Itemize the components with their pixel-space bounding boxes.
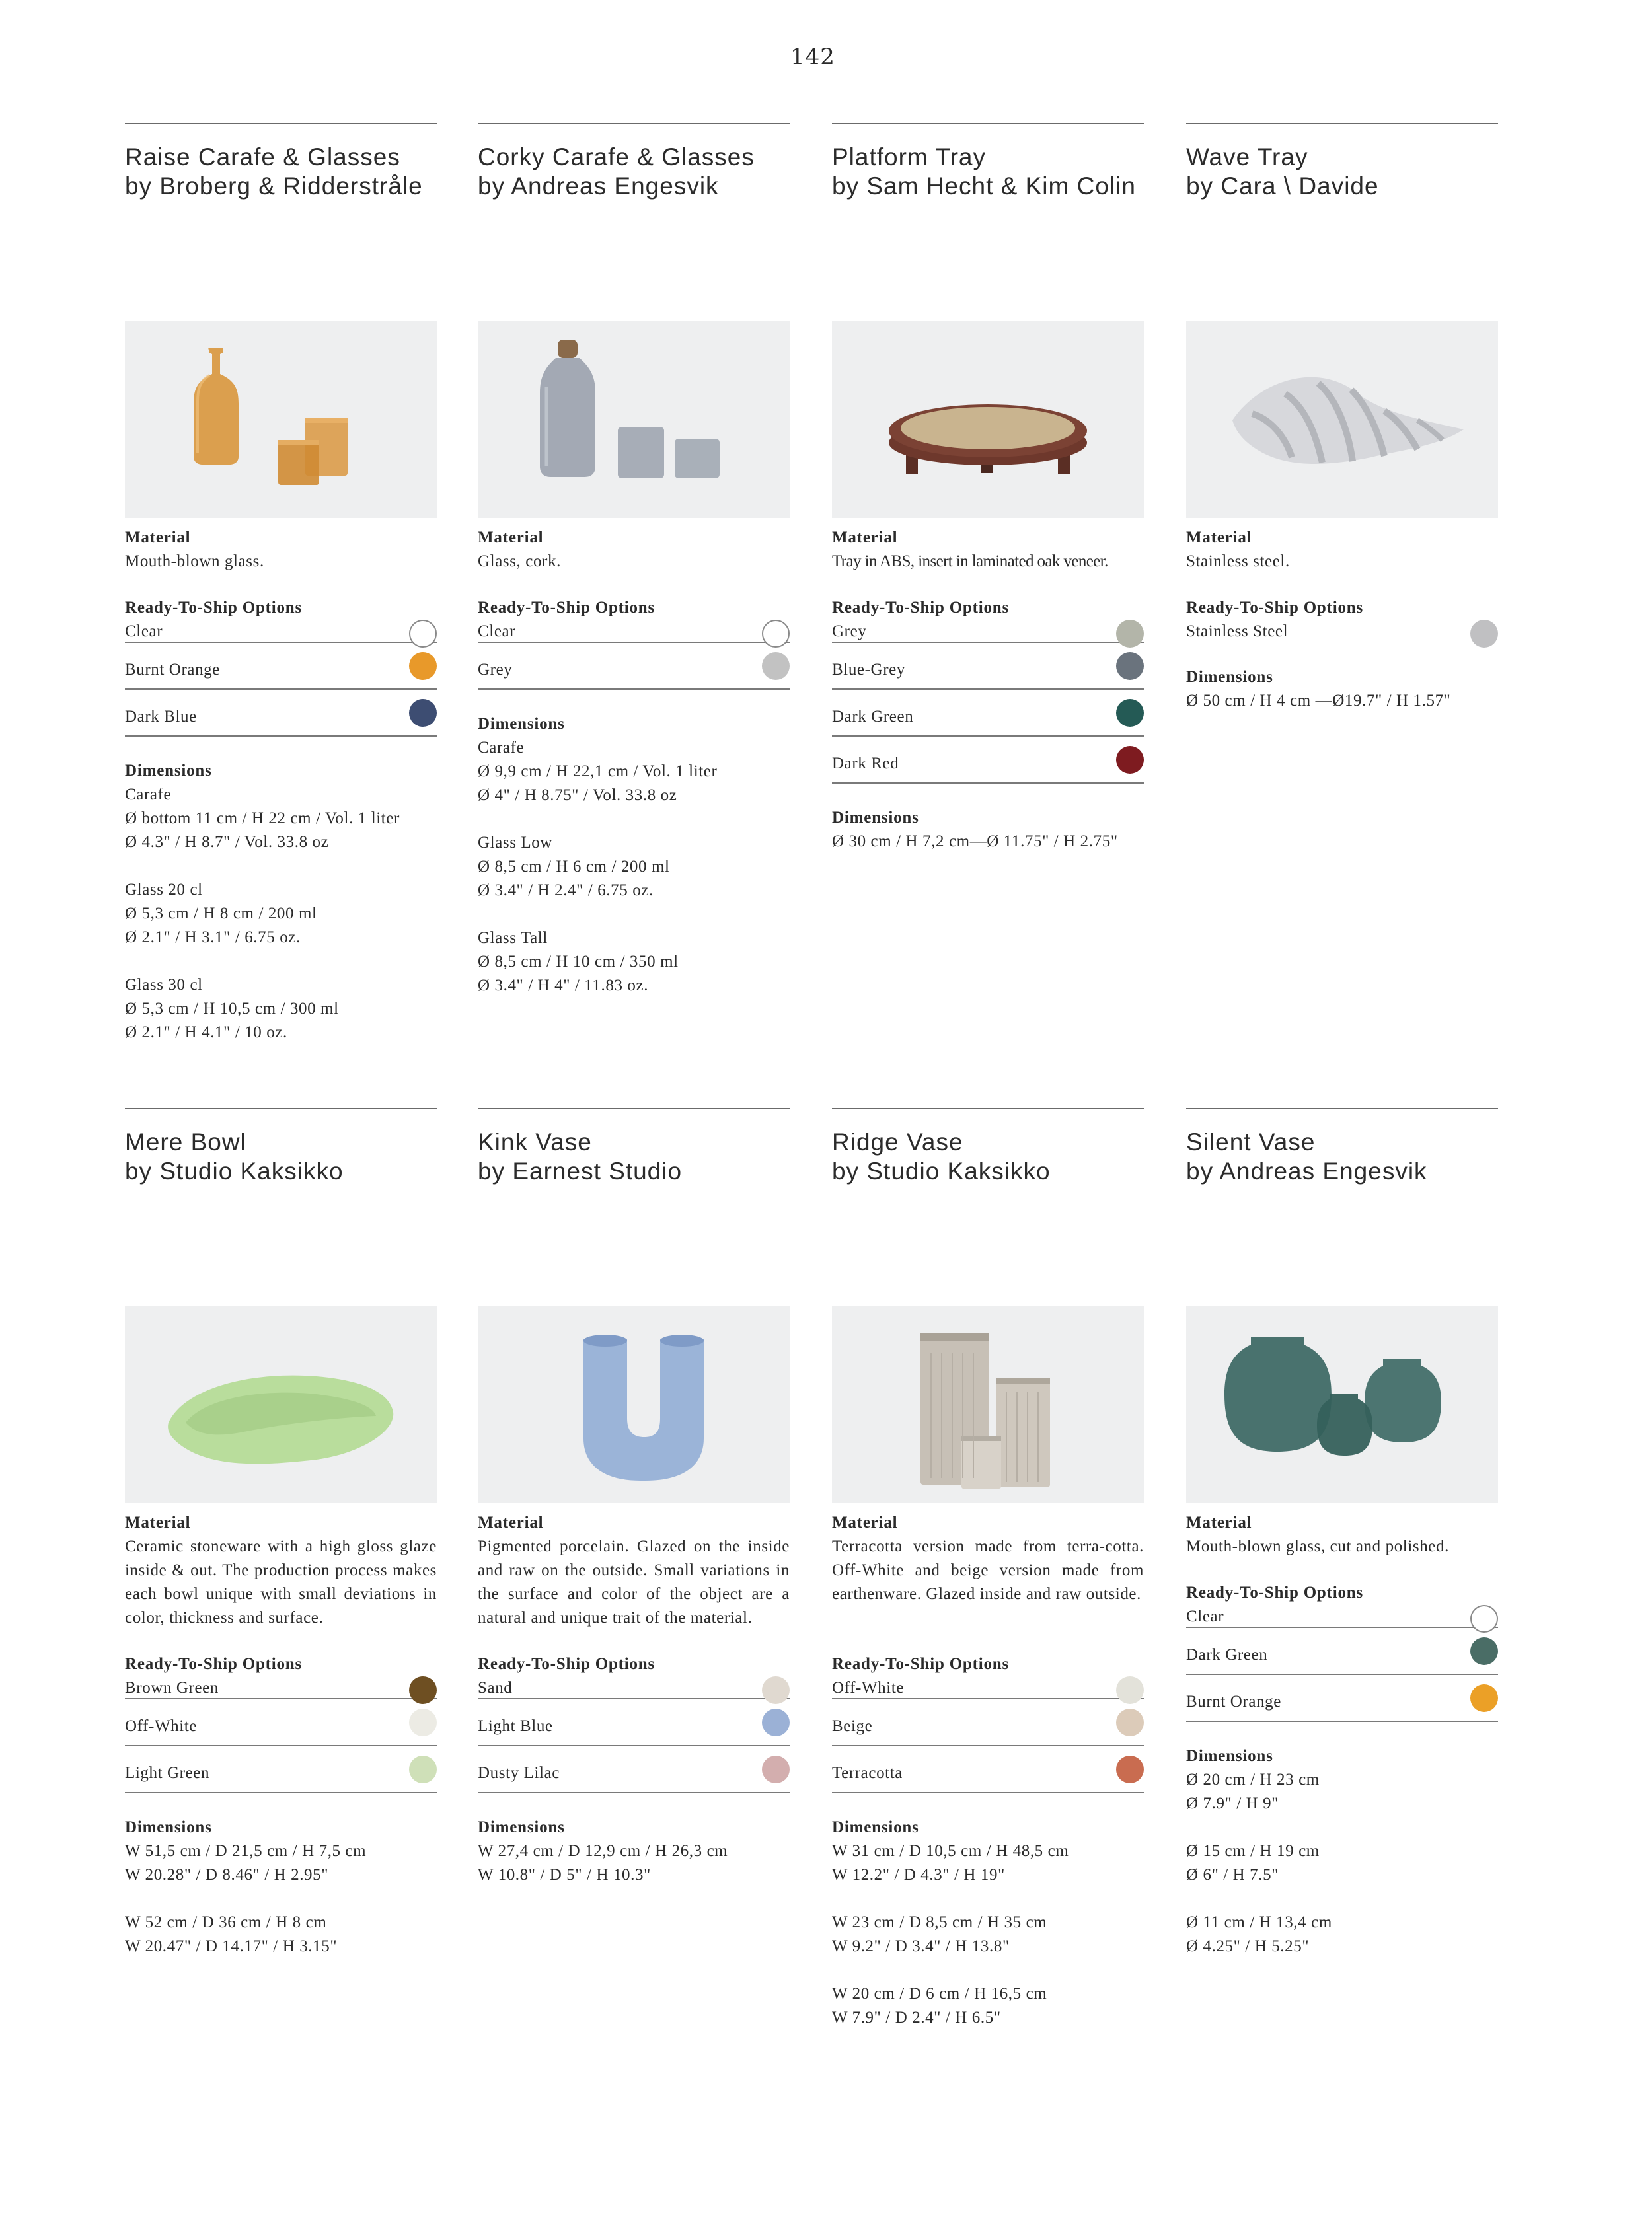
product-card-platform-tray [832,123,1144,201]
dimension-line: Ø 8,5 cm / H 10 cm / 350 ml [478,953,679,971]
product-card-wave-tray [1186,123,1498,201]
option-row[interactable] [125,690,437,737]
dimensions-list [125,1840,437,1958]
option-row[interactable] [125,620,437,643]
dimension-line: Ø 15 cm / H 19 cm [1186,1842,1320,1860]
dimension-line: Carafe [478,739,525,757]
product-name: Corky Carafe & Glasses [478,143,755,170]
dimension-line: Carafe [125,786,172,803]
color-swatch[interactable] [1470,620,1498,648]
dimension-gap [1186,1816,1498,1840]
option-name: Light Blue [478,1717,553,1735]
dimension-gap [125,854,437,878]
option-row[interactable] [478,620,790,643]
dimension-line: Glass Tall [478,929,548,947]
product-card-mere-bowl [125,1108,437,1186]
dimensions-list [1186,689,1498,713]
dimension-line: Ø 2.1" / H 4.1" / 10 oz. [125,1023,287,1041]
options-label: Ready-To-Ship Options [125,1655,303,1673]
product-photo [1186,1306,1498,1503]
options-label: Ready-To-Ship Options [478,599,656,616]
option-name: Clear [125,622,163,640]
option-name: Off-White [125,1717,198,1735]
color-swatch[interactable] [409,1756,437,1783]
color-swatch[interactable] [409,699,437,727]
product-name: Platform Tray [832,143,986,170]
color-swatch[interactable] [409,652,437,680]
divider [125,1108,437,1109]
divider [1186,1108,1498,1109]
dimensions-label: Dimensions [1186,1747,1273,1765]
dimensions-label: Dimensions [478,715,565,733]
material-text: Pigmented porcelain. Glazed on the inside and raw on the outside. Small variations in the surface and color of the object are a natural and unique trait of the material. [478,1538,790,1627]
product-designer: by Broberg & Ridderstråle [125,172,423,200]
material-label: Material [1186,1514,1252,1532]
option-name: Dark Red [832,755,899,772]
tray-illustration [889,404,1087,474]
color-swatch[interactable] [1116,652,1144,680]
option-name: Burnt Orange [125,661,220,679]
options-label: Ready-To-Ship Options [832,1655,1010,1673]
dimension-line: W 20.28" / D 8.46" / H 2.95" [125,1866,329,1884]
material-label: Material [832,1514,898,1532]
product-designer: by Studio Kaksikko [832,1158,1051,1185]
option-row[interactable] [125,643,437,690]
option-row[interactable] [1186,1628,1498,1675]
dimension-gap [478,903,790,926]
option-name: Clear [478,622,516,640]
dimensions-list [832,830,1144,854]
option-row[interactable] [125,1699,437,1746]
product-card-silent-vase [1186,1108,1498,1186]
options-label: Ready-To-Ship Options [1186,1584,1364,1602]
option-row[interactable] [125,1676,437,1699]
dimension-line: Ø 50 cm / H 4 cm —Ø19.7" / H 1.57'' [1186,692,1450,710]
product-designer: by Andreas Engesvik [478,172,719,200]
option-name: Dark Green [832,708,914,725]
options-label: Ready-To-Ship Options [478,1655,656,1673]
material-text: Glass, cork. [478,552,561,570]
option-name: Brown Green [125,1679,219,1697]
options-label: Ready-To-Ship Options [1186,599,1364,616]
option-name: Light Green [125,1764,210,1782]
options-list [125,620,437,737]
divider [125,123,437,124]
product-info [832,1511,1144,2030]
color-swatch[interactable] [762,1756,790,1783]
option-name: Sand [478,1679,513,1697]
product-photo [478,321,790,518]
dimension-gap [125,949,437,973]
product-info [1186,526,1498,713]
option-name: Off-White [832,1679,905,1697]
dimension-line: W 23 cm / D 8,5 cm / H 35 cm [832,1914,1047,1931]
product-info [478,526,790,998]
product-card-corky-carafe [478,123,790,201]
product-info [125,526,437,1045]
dimension-line: Ø 3.4" / H 2.4" / 6.75 oz. [478,881,654,899]
ridge-vase-illustration [920,1333,1050,1489]
dimensions-list [125,783,437,1045]
product-name: Wave Tray [1186,143,1308,170]
dimension-line: Glass 30 cl [125,976,203,994]
material-label: Material [125,529,191,546]
dimension-line: Ø 2.1" / H 3.1" / 6.75 oz. [125,928,301,946]
divider [832,1108,1144,1109]
divider [478,1108,790,1109]
option-row[interactable] [832,620,1144,643]
carafe-illustration [194,348,348,485]
material-text: Mouth-blown glass, cut and polished. [1186,1538,1449,1555]
material-label: Material [125,1514,191,1532]
product-photo [832,321,1144,518]
option-name: Beige [832,1717,873,1735]
options-list [478,620,790,690]
product-name: Silent Vase [1186,1129,1316,1156]
dimensions-list [478,1840,790,1887]
color-swatch[interactable] [1116,1756,1144,1783]
option-row[interactable] [1186,1605,1498,1628]
product-name: Mere Bowl [125,1129,246,1156]
option-name: Clear [1186,1608,1224,1625]
material-label: Material [1186,529,1252,546]
product-designer: by Sam Hecht & Kim Colin [832,172,1136,200]
option-row[interactable] [478,1676,790,1699]
material-text: Stainless steel. [1186,552,1290,570]
product-name: Ridge Vase [832,1129,963,1156]
dimension-line: W 10.8" / D 5" / H 10.3" [478,1866,651,1884]
kink-vase-illustration [583,1335,704,1481]
product-card-kink-vase [478,1108,790,1186]
option-row[interactable] [832,737,1144,784]
dimension-line: Ø 5,3 cm / H 8 cm / 200 ml [125,905,317,922]
option-row[interactable] [832,1676,1144,1699]
dimension-line: W 52 cm / D 36 cm / H 8 cm [125,1914,327,1931]
option-row[interactable] [832,690,1144,737]
product-info [125,1511,437,1958]
product-photo [125,321,437,518]
corky-illustration [540,340,720,478]
dimensions-list [478,736,790,998]
product-designer: by Studio Kaksikko [125,1158,344,1185]
dimension-gap [478,807,790,831]
option-name: Dusty Lilac [478,1764,560,1782]
product-designer: by Cara \ Davide [1186,172,1379,200]
material-text: Terracotta version made from terra-cotta. Off-White and beige version made from earthenware. Glazed inside and raw outside. [832,1538,1144,1603]
dimensions-label: Dimensions [1186,668,1273,686]
option-row[interactable] [478,1746,790,1793]
color-swatch[interactable] [1470,1637,1498,1665]
options-list [1186,620,1498,643]
option-name: Grey [478,661,513,679]
option-row[interactable] [478,1699,790,1746]
product-info [832,526,1144,854]
material-label: Material [478,529,544,546]
color-swatch[interactable] [1116,746,1144,774]
color-swatch[interactable] [1116,1709,1144,1736]
silent-vase-illustration [1224,1337,1441,1456]
material-label: Material [478,1514,544,1532]
option-name: Grey [832,622,867,640]
dimension-line: W 7.9" / D 2.4" / H 6.5" [832,2009,1001,2026]
options-list [1186,1605,1498,1722]
dimension-gap [832,1887,1144,1911]
dimension-line: Ø 11 cm / H 13,4 cm [1186,1914,1332,1931]
dimension-line: Ø 20 cm / H 23 cm [1186,1771,1320,1789]
options-label: Ready-To-Ship Options [125,599,303,616]
color-swatch[interactable] [762,1709,790,1736]
bowl-illustration [168,1376,393,1464]
product-name: Kink Vase [478,1129,592,1156]
dimension-line: W 20 cm / D 6 cm / H 16,5 cm [832,1985,1047,2003]
page-number: 142 [790,44,835,70]
product-name: Raise Carafe & Glasses [125,143,400,170]
option-name: Dark Green [1186,1646,1268,1664]
color-swatch[interactable] [409,1709,437,1736]
dimension-line: Ø 3.4" / H 4" / 11.83 oz. [478,977,649,994]
option-name: Blue-Grey [832,661,905,679]
dimension-line: Ø 7.9" / H 9" [1186,1795,1279,1812]
product-card-ridge-vase [832,1108,1144,1186]
product-photo [1186,321,1498,518]
dimension-line: Glass 20 cl [125,881,203,899]
dimensions-label: Dimensions [832,1818,919,1836]
option-row[interactable] [1186,620,1498,643]
option-name: Dark Blue [125,708,197,725]
product-card-raise-carafe [125,123,437,201]
dimension-line: W 9.2" / D 3.4" / H 13.8" [832,1937,1010,1955]
dimension-line: Ø 30 cm / H 7,2 cm—Ø 11.75" / H 2.75" [832,833,1118,850]
dimensions-label: Dimensions [125,762,212,780]
product-photo [832,1306,1144,1503]
dimensions-list [1186,1768,1498,1958]
divider [832,123,1144,124]
product-info [1186,1511,1498,1958]
material-label: Material [832,529,898,546]
option-row[interactable] [832,643,1144,690]
product-photo [478,1306,790,1503]
dimensions-label: Dimensions [478,1818,565,1836]
dimensions-label: Dimensions [832,809,919,827]
dimensions-label: Dimensions [125,1818,212,1836]
dimension-line: Ø 5,3 cm / H 10,5 cm / 300 ml [125,1000,339,1018]
option-row[interactable] [478,643,790,690]
material-text: Tray in ABS, insert in laminated oak veneer. [832,552,1108,570]
option-row[interactable] [1186,1675,1498,1722]
option-row[interactable] [832,1699,1144,1746]
product-designer: by Earnest Studio [478,1158,683,1185]
color-swatch[interactable] [1470,1684,1498,1712]
dimension-line: Ø 9,9 cm / H 22,1 cm / Vol. 1 liter [478,762,718,780]
option-row[interactable] [832,1746,1144,1793]
product-designer: by Andreas Engesvik [1186,1158,1427,1185]
dimension-line: Ø bottom 11 cm / H 22 cm / Vol. 1 liter [125,809,400,827]
color-swatch[interactable] [1116,699,1144,727]
dimensions-list [832,1840,1144,2030]
color-swatch[interactable] [762,652,790,680]
dimension-line: Glass Low [478,834,553,852]
options-list [832,620,1144,784]
dimension-line: W 27,4 cm / D 12,9 cm / H 26,3 cm [478,1842,728,1860]
options-label: Ready-To-Ship Options [832,599,1010,616]
product-info [478,1511,790,1887]
option-name: Stainless Steel [1186,622,1289,640]
dimension-line: W 20.47" / D 14.17" / H 3.15" [125,1937,338,1955]
options-list [832,1676,1144,1793]
options-list [125,1676,437,1793]
dimension-line: Ø 4.3" / H 8.7" / Vol. 33.8 oz [125,833,329,851]
options-list [478,1676,790,1793]
option-row[interactable] [125,1746,437,1793]
option-name: Terracotta [832,1764,903,1782]
dimension-line: W 51,5 cm / D 21,5 cm / H 7,5 cm [125,1842,367,1860]
dimension-gap [832,1958,1144,1982]
dimension-line: Ø 4" / H 8.75" / Vol. 33.8 oz [478,786,677,804]
material-text: Ceramic stoneware with a high gloss glaze inside & out. The production process makes each bowl unique with small deviations in color, thickness and surface. [125,1538,437,1627]
dimension-gap [1186,1887,1498,1911]
material-text: Mouth-blown glass. [125,552,264,570]
divider [478,123,790,124]
wave-tray-illustration [1232,377,1464,464]
dimension-gap [125,1887,437,1911]
dimension-line: W 31 cm / D 10,5 cm / H 48,5 cm [832,1842,1069,1860]
dimension-line: Ø 6" / H 7.5" [1186,1866,1279,1884]
option-name: Burnt Orange [1186,1693,1281,1711]
product-photo [125,1306,437,1503]
dimension-line: Ø 4.25" / H 5.25" [1186,1937,1310,1955]
dimension-line: W 12.2" / D 4.3" / H 19" [832,1866,1005,1884]
dimension-line: Ø 8,5 cm / H 6 cm / 200 ml [478,858,670,875]
divider [1186,123,1498,124]
